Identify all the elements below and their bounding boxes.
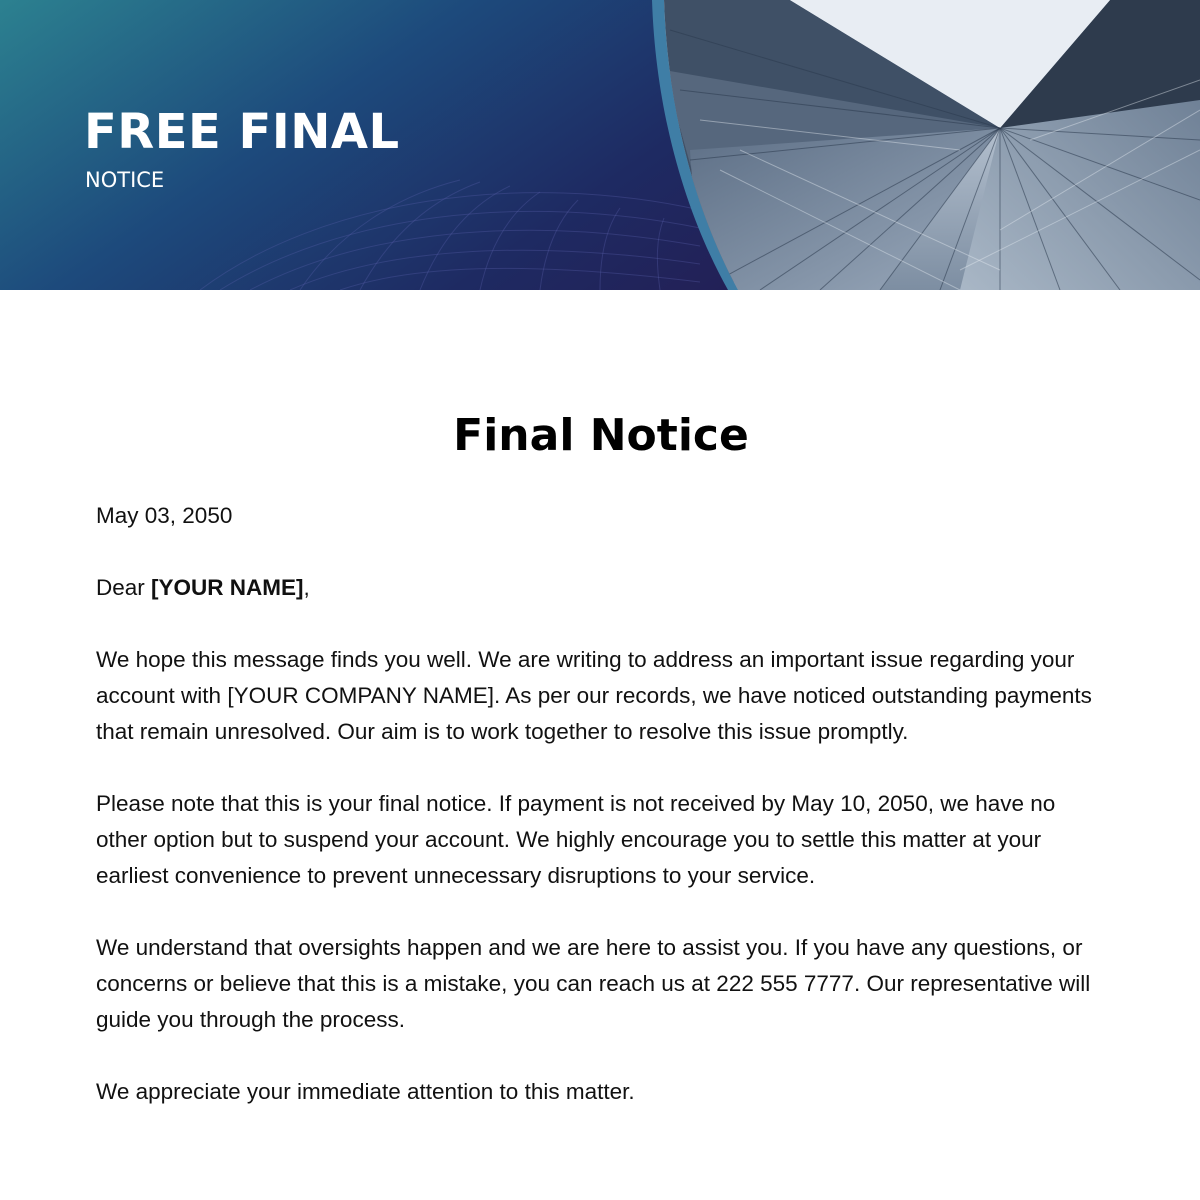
document-title: Final Notice [453,410,749,461]
document-date: May 03, 2050 [96,503,233,528]
header-subtitle: NOTICE [85,168,165,192]
paragraph-closing: We appreciate your immediate attention to this matter. [96,1079,635,1104]
salutation-suffix: , [303,575,310,600]
paragraph-final-notice: Please note that this is your final notice. If payment is not received by May 10, 2050, we have no other option but to suspend your account. We highly encourage you to settle this matter at your earliest convenience to prevent unnecessary disruptions to your service. [96,791,1056,888]
salutation [96,570,1106,606]
paragraph-assistance: We understand that oversights happen and we are here to assist you. If you have any questions, or concerns or believe that this is a mistake, you can reach us at 222 555 7777. Our representative will guide you through the process. [96,935,1091,1032]
document-body [96,408,1106,1146]
paragraph-intro: We hope this message finds you well. We are writing to address an important issue regarding your account with [YOUR COMPANY NAME]. As per our records, we have noticed outstanding payments that remain unresolved. Our aim is to work together to resolve this issue promptly. [96,647,1092,744]
building-photo [660,0,1200,290]
header-banner [0,0,1200,290]
header-title: FREE FINAL [84,104,400,160]
salutation-prefix: Dear [96,575,152,600]
recipient-name: [YOUR NAME] [151,575,304,600]
